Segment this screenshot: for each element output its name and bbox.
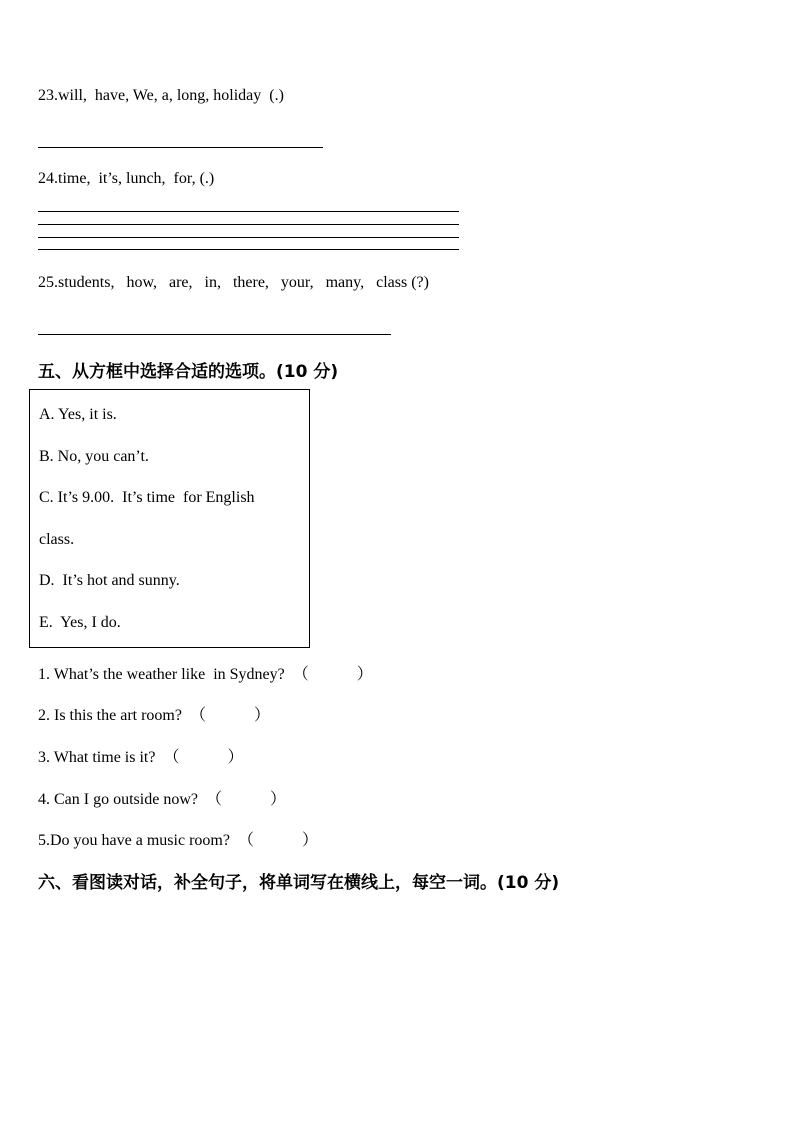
option-a: A. Yes, it is. (39, 406, 117, 423)
question-4: 4. Can I go outside now? （ ） (38, 791, 286, 808)
question-24: 24.time, it’s, lunch, for, (.) (38, 170, 215, 187)
question-23: 23.will, have, We, a, long, holiday (.) (38, 87, 284, 104)
option-c: C. It’s 9.00. It’s time for English (39, 489, 255, 506)
answer-line-24a (38, 211, 459, 212)
option-e: E. Yes, I do. (39, 614, 121, 631)
question-2: 2. Is this the art room? （ ） (38, 707, 270, 724)
question-25: 25.students, how, are, in, there, your, many, class (?) (38, 274, 429, 291)
question-3: 3. What time is it? （ ） (38, 749, 244, 766)
answer-line-24b (38, 224, 459, 225)
question-1: 1. What’s the weather like in Sydney? （ ） (38, 666, 373, 683)
answer-line-23 (38, 147, 323, 148)
section-6-heading: 六、看图读对话，补全句子，将单词写在横线上，每空一词。(10 分) (38, 873, 560, 893)
option-b: B. No, you can’t. (39, 448, 149, 465)
option-c-continued: class. (39, 531, 75, 548)
answer-line-24d (38, 249, 459, 250)
section-5-heading: 五、从方框中选择合适的选项。(10 分) (38, 362, 339, 382)
answer-line-25 (38, 334, 391, 335)
options-box (29, 389, 310, 648)
option-d: D. It’s hot and sunny. (39, 572, 180, 589)
answer-line-24c (38, 237, 459, 238)
question-5: 5.Do you have a music room? （ ） (38, 832, 318, 849)
